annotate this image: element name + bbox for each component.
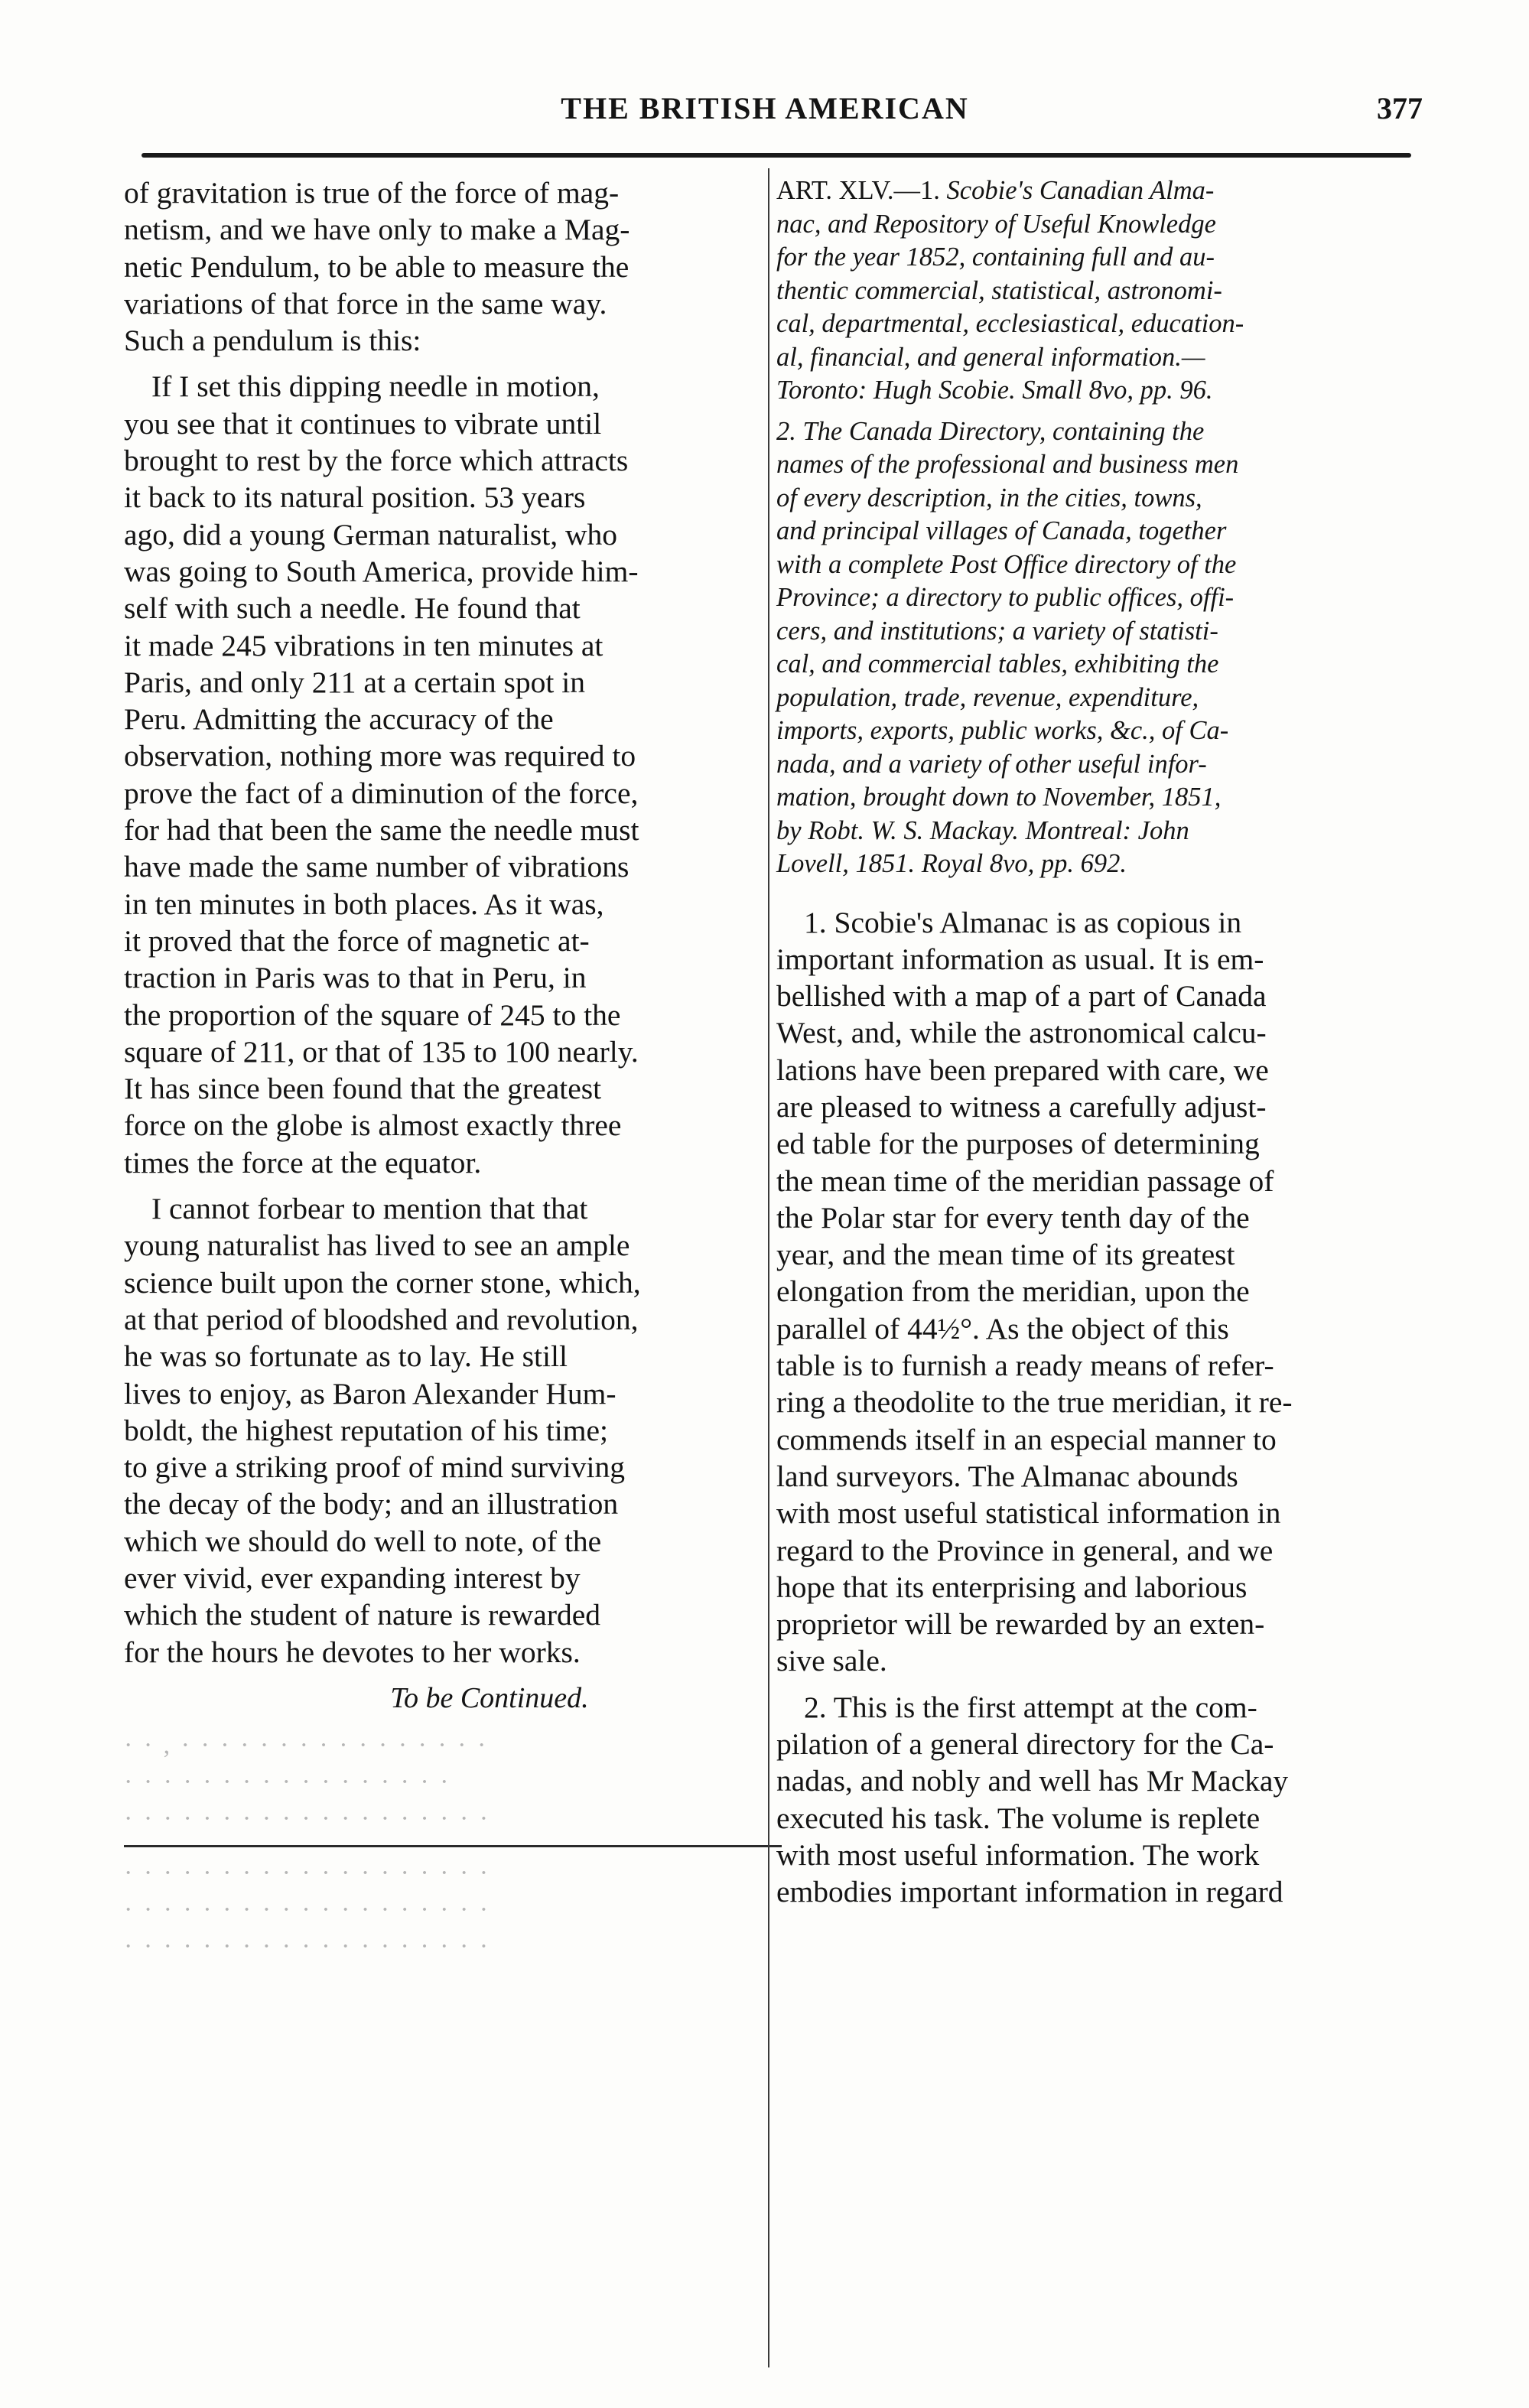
article-label: ART. XLV.—1. <box>776 176 940 205</box>
review-entry-1-text: Scobie's Canadian Alma- nac, and Repository of Useful Knowledge for the year 1852, containing full and au- thentic commercial, statistical, astronomi- cal, departmental, ecclesiastical, education- al, financial, and general information.— Toronto: Hugh Scobie. Small 8vo, pp. 96. <box>776 176 1244 405</box>
paragraph-gravitation: of gravitation is true of the force of mag- netism, and we have only to make a Mag- netic Pendulum, to be able to measure the variations of that force in the same way. Such a pendulum is this: <box>124 176 630 358</box>
to-be-continued: To be Continued. <box>390 1681 589 1714</box>
section-rule <box>124 1845 782 1847</box>
page-number: 377 <box>1377 91 1423 125</box>
paragraph-humboldt: I cannot forbear to mention that that young naturalist has lived to see an ample science built upon the corner stone, which, at that period of bloodshed and revolution, he was so fortunate as to lay. He still lives to enjoy, as Baron Alexander Hum- boldt, the highest reputation of his time; to give a striking proof of mind surviving the decay of the body; and an illustration which we should do well to note, of the ever vivid, ever expanding interest by which the student of nature is rewarded for the hours he devotes to her works. <box>124 1192 641 1669</box>
right-column <box>776 174 1417 1920</box>
faded-bleedthrough-text: · · , · · · · · · · · · · · · · · · · · · · · · · · · · · · · · · · · · · · · · · · · · · · · · · · · · · · · <box>124 1731 491 1834</box>
review-entry-2: 2. The Canada Directory, containing the names of the professional and business men of every description, in the cities, towns, and principal villages of Canada, together with a complete Post Office directory of the Province; a directory to public offices, offi- cers, and institutions; a variety of statisti- cal, and commercial tables, exhibiting the population, trade, revenue, expenditure, imports, exports, public works, &c., of Ca- nada, and a variety of other useful infor- mation, brought down to November, 1851, by Robt. W. S. Mackay. Montreal: John Lovell, 1851. Royal 8vo, pp. 692. <box>776 416 1239 878</box>
running-head <box>107 90 1423 144</box>
paragraph-dipping-needle: If I set this dipping needle in motion, you see that it continues to vibrate until brought to rest by the force which attracts it back to its natural position. 53 years ago, did a young German naturalist, who was going to South America, provide him- self with such a needle. He found that it made 245 vibrations in ten minutes at Paris, and only 211 at a certain spot in Peru. Admitting the accuracy of the observation, nothing more was required to prove the fact of a diminution of the force, for had that been the same the needle must have made the same number of vibrations in ten minutes in both places. As it was, it proved that the force of magnetic at- traction in Paris was to that in Peru, in the proportion of the square of 245 to the square of 211, or that of 135 to 100 nearly. It has since been found that the greatest force on the globe is almost exactly three times the force at the equator. <box>124 369 639 1180</box>
column-divider <box>768 168 769 2367</box>
spacer <box>776 889 1417 904</box>
paragraph-canada-directory: 2. This is the first attempt at the com- pilation of a general directory for the Ca- nadas, and nobly and well has Mr Mackay executed his task. The volume is replete with most useful information. The work embodies important information in regard <box>776 1690 1289 1909</box>
left-column <box>124 174 763 1965</box>
header-rule <box>142 153 1411 158</box>
faded-bleedthrough-text-lower: · · · · · · · · · · · · · · · · · · · · · · · · · · · · · · · · · · · · · · · · · · · · · · · · · · · · · · · · · <box>124 1859 491 1961</box>
running-title: THE BRITISH AMERICAN <box>561 91 969 125</box>
paragraph-scobie-almanac: 1. Scobie's Almanac is as copious in important information as usual. It is em- bellished with a map of a part of Canada West, and, while the astronomical calcu- lations have been prepared with care, we are pleased to witness a carefully adjust- ed table for the purposes of determining the mean time of the meridian passage of the Polar star for every tenth day of the year, and the mean time of its greatest elongation from the meridian, upon the parallel of 44½°. As the object of this table is to furnish a ready means of refer- ring a theodolite to the true meridian, it re- commends itself in an especial manner to land surveyors. The Almanac abounds with most useful statistical information in regard to the Province in general, and we hope that its enterprising and laborious proprietor will be rewarded by an exten- sive sale. <box>776 905 1293 1678</box>
review-entry-1 <box>776 174 1417 408</box>
